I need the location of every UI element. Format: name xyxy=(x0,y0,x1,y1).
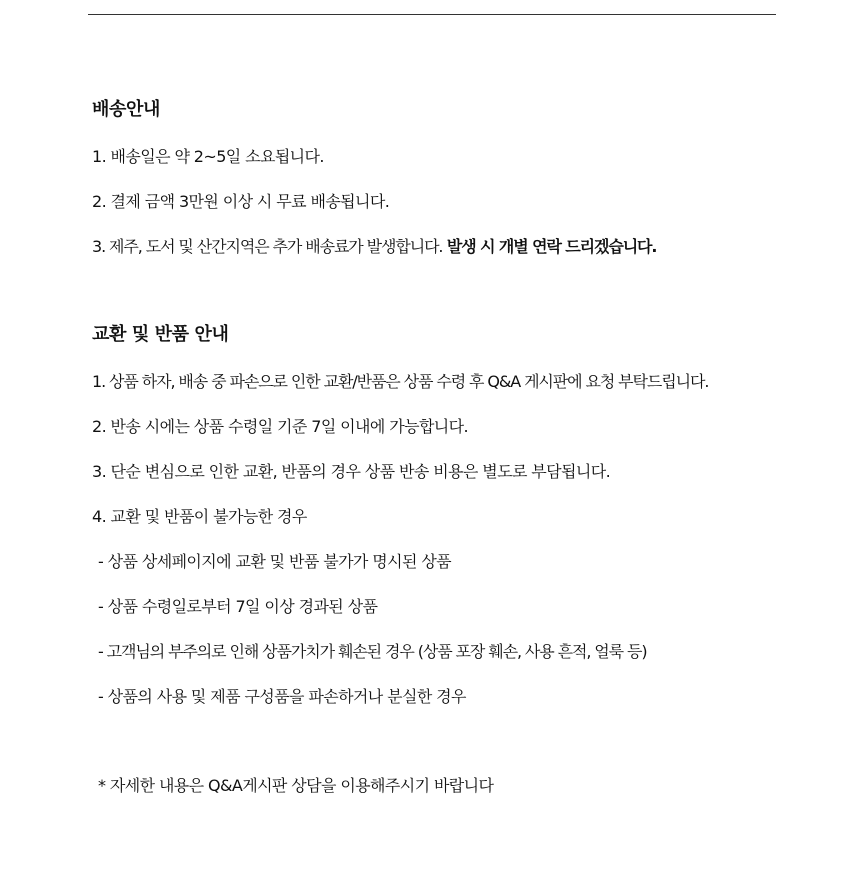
exchange-item-2: 2. 반송 시에는 상품 수령일 기준 7일 이내에 가능합니다. xyxy=(92,417,468,436)
shipping-item-3-text: 3. 제주, 도서 및 산간지역은 추가 배송료가 발생합니다. xyxy=(92,237,443,256)
exclusion-item-4: - 상품의 사용 및 제품 구성품을 파손하거나 분실한 경우 xyxy=(98,687,466,706)
shipping-heading: 배송안내 xyxy=(92,99,160,120)
shipping-item-3-emphasis: 발생 시 개별 연락 드리겠습니다. xyxy=(442,237,657,256)
shipping-item-2: 2. 결제 금액 3만원 이상 시 무료 배송됩니다. xyxy=(92,192,390,211)
exchange-item-4: 4. 교환 및 반품이 불가능한 경우 xyxy=(92,507,307,526)
shipping-item-1: 1. 배송일은 약 2~5일 소요됩니다. xyxy=(92,147,324,166)
exclusion-item-3: - 고객님의 부주의로 인해 상품가치가 훼손된 경우 (상품 포장 훼손, 사용 흔적, 얼룩 등) xyxy=(98,642,647,661)
shipping-item-3 xyxy=(92,236,656,258)
exclusion-item-2: - 상품 수령일로부터 7일 이상 경과된 상품 xyxy=(98,597,378,616)
top-divider xyxy=(88,14,776,15)
exchange-item-3: 3. 단순 변심으로 인한 교환, 반품의 경우 상품 반송 비용은 별도로 부담됩니다. xyxy=(92,462,611,481)
footer-note: * 자세한 내용은 Q&A게시판 상담을 이용해주시기 바랍니다 xyxy=(98,776,494,795)
exchange-heading: 교환 및 반품 안내 xyxy=(92,324,229,345)
exchange-item-1: 1. 상품 하자, 배송 중 파손으로 인한 교환/반품은 상품 수령 후 Q&A 게시판에 요청 부탁드립니다. xyxy=(92,372,709,391)
exclusion-item-1: - 상품 상세페이지에 교환 및 반품 불가가 명시된 상품 xyxy=(98,552,452,571)
